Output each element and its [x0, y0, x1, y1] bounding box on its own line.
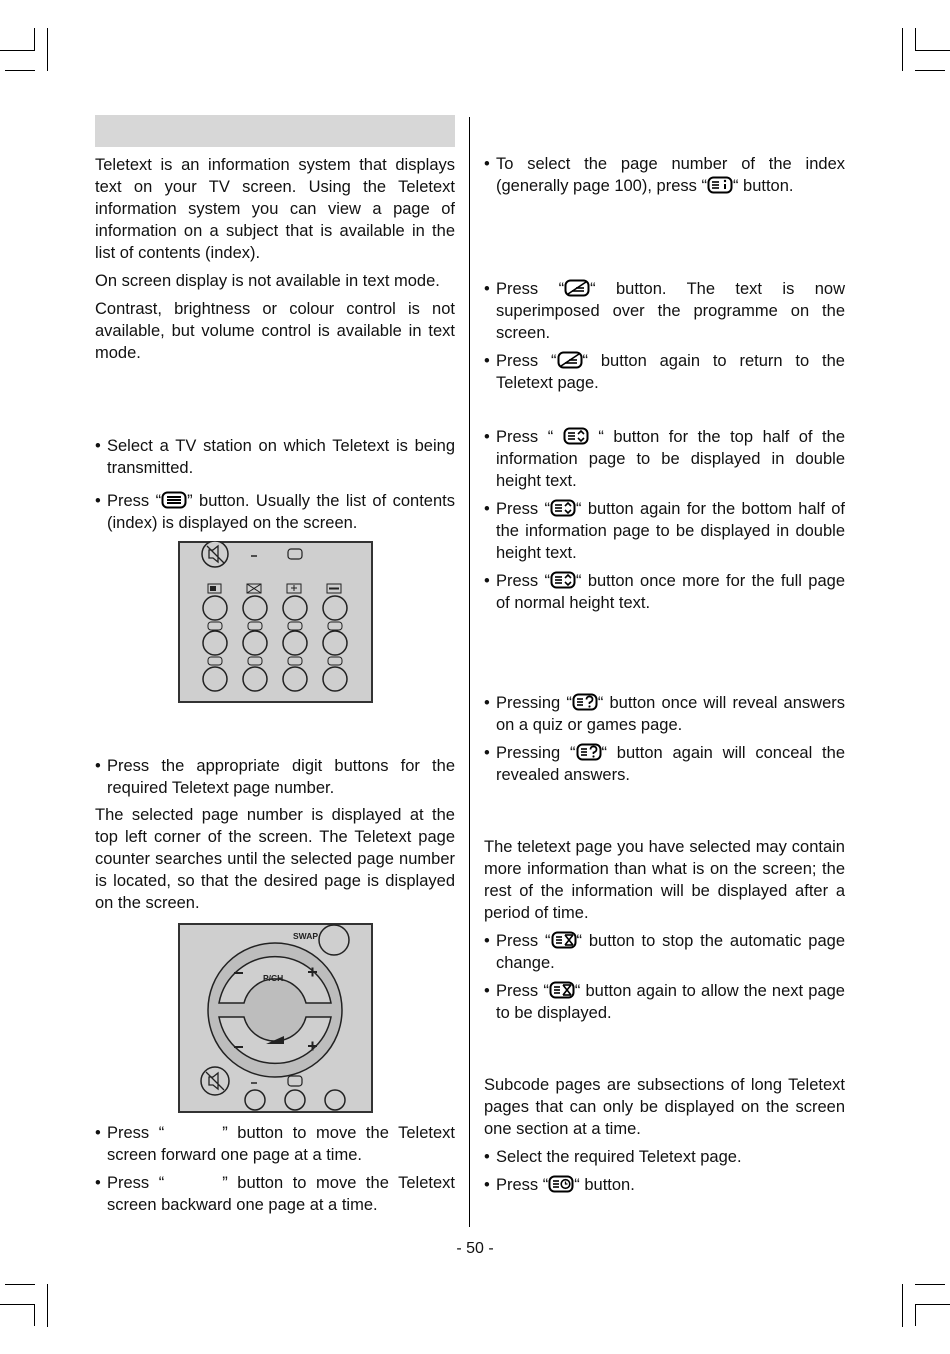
- reveal-item: • Pressing “ “ button once will reveal answers on a quiz or games page.: [484, 692, 845, 736]
- mix-icon: [564, 279, 590, 297]
- reveal-icon: [576, 743, 602, 761]
- keypad-button[interactable]: [203, 667, 227, 691]
- column-divider: [469, 117, 470, 1227]
- right-column-reveal: [484, 692, 845, 786]
- hold-icon: [551, 931, 577, 949]
- size-full-item: • Press “ “ button once more for the full page of normal height text.: [484, 570, 845, 614]
- conceal-item: • Pressing “ “ button again will conceal the revealed answers.: [484, 742, 845, 786]
- reveal-icon: [572, 693, 598, 711]
- index-item: • To select the page number of the index (generally page 100), press “ “ button.: [484, 153, 845, 197]
- subcode-paragraph: Subcode pages are subsections of long Teletext pages that can only be displayed on the screen one section at a time.: [484, 1076, 845, 1138]
- keypad-button[interactable]: [323, 631, 347, 655]
- mix-icon: [557, 351, 583, 369]
- size-icon: [550, 499, 576, 517]
- right-column-mix: [484, 278, 845, 394]
- right-column-hold: [484, 836, 845, 1024]
- keypad-button[interactable]: [203, 596, 227, 620]
- keypad-button[interactable]: [323, 667, 347, 691]
- swap-button[interactable]: [319, 925, 349, 955]
- keypad-button[interactable]: [283, 596, 307, 620]
- hold-paragraph: The teletext page you have selected may contain more information than what is on the screen; the rest of the information will be displayed after a period of time.: [484, 838, 845, 922]
- mix-item: • Press “ “ button. The text is now superimposed over the programme on the screen.: [484, 278, 845, 344]
- mix-again-item: • Press “ “ button again to return to the Teletext page.: [484, 350, 845, 394]
- keypad-button[interactable]: [323, 596, 347, 620]
- intro-paragraph-1: Teletext is an information system that displays text on your TV screen. Using the Teletext information system you can view a page of information on a subject that is available in the list of contents (index).: [95, 156, 455, 262]
- subcode-item: • Press “ “ button.: [484, 1174, 845, 1196]
- swap-label: SWAP: [293, 931, 319, 941]
- remote-keypad-illustration: [178, 541, 373, 703]
- hold-item: • Press “ “ button to stop the automatic page change.: [484, 930, 845, 974]
- hold-again-item: • Press “ “ button again to allow the next page to be displayed.: [484, 980, 845, 1024]
- left-column-pch: [95, 1122, 455, 1216]
- pch-label: P/CH: [263, 973, 284, 983]
- digit-buttons-item: • Press the appropriate digit buttons for the required Teletext page number.: [95, 755, 455, 799]
- size-icon: [563, 427, 589, 445]
- size-bottom-item: • Press “ “ button again for the bottom half of the information page to be displayed in double height text.: [484, 498, 845, 564]
- text-icon: [161, 491, 187, 509]
- keypad-button[interactable]: [243, 596, 267, 620]
- index-icon: [707, 176, 733, 194]
- keypad-button[interactable]: [243, 667, 267, 691]
- select-station-item: • Select a TV station on which Teletext is being transmitted.: [95, 435, 455, 479]
- subcode-select-item: • Select the required Teletext page.: [484, 1146, 845, 1168]
- keypad-button[interactable]: [285, 1090, 305, 1110]
- remote-pch-illustration: [178, 923, 373, 1113]
- size-top-item: • Press “ “ button for the top half of the information page to be displayed in double height text.: [484, 426, 845, 492]
- left-column-top: [95, 154, 455, 364]
- keypad-button[interactable]: [325, 1090, 345, 1110]
- right-column-subcode: [484, 1074, 845, 1196]
- subcode-icon: [548, 1175, 574, 1193]
- left-column-digits: [95, 755, 455, 914]
- pch-plus-item: • Press “ ” button to move the Teletext screen forward one page at a time.: [95, 1122, 455, 1166]
- right-column-size: [484, 426, 845, 614]
- intro-paragraph-2: On screen display is not available in text mode.: [95, 272, 440, 290]
- size-icon: [550, 571, 576, 589]
- page-number: - 50 -: [456, 1240, 494, 1257]
- keypad-button[interactable]: [283, 667, 307, 691]
- pch-minus-item: • Press “ ” button to move the Teletext screen backward one page at a time.: [95, 1172, 455, 1216]
- keypad-button[interactable]: [243, 631, 267, 655]
- keypad-button[interactable]: [203, 631, 227, 655]
- section-header-bar: [95, 115, 455, 147]
- right-column-index: [484, 153, 845, 197]
- selected-page-paragraph: The selected page number is displayed at the top left corner of the screen. The Teletext page counter searches until the selected page number is located, so that the desired page is displayed on the screen.: [95, 806, 455, 912]
- press-text-item: • Press “ ” button. Usually the list of contents (index) is displayed on the screen.: [95, 490, 455, 534]
- hold-icon: [549, 981, 575, 999]
- intro-paragraph-3: Contrast, brightness or colour control is not available, but volume control is available in text mode.: [95, 300, 455, 362]
- keypad-button[interactable]: [283, 631, 307, 655]
- keypad-button[interactable]: [245, 1090, 265, 1110]
- left-column-steps: [95, 435, 455, 534]
